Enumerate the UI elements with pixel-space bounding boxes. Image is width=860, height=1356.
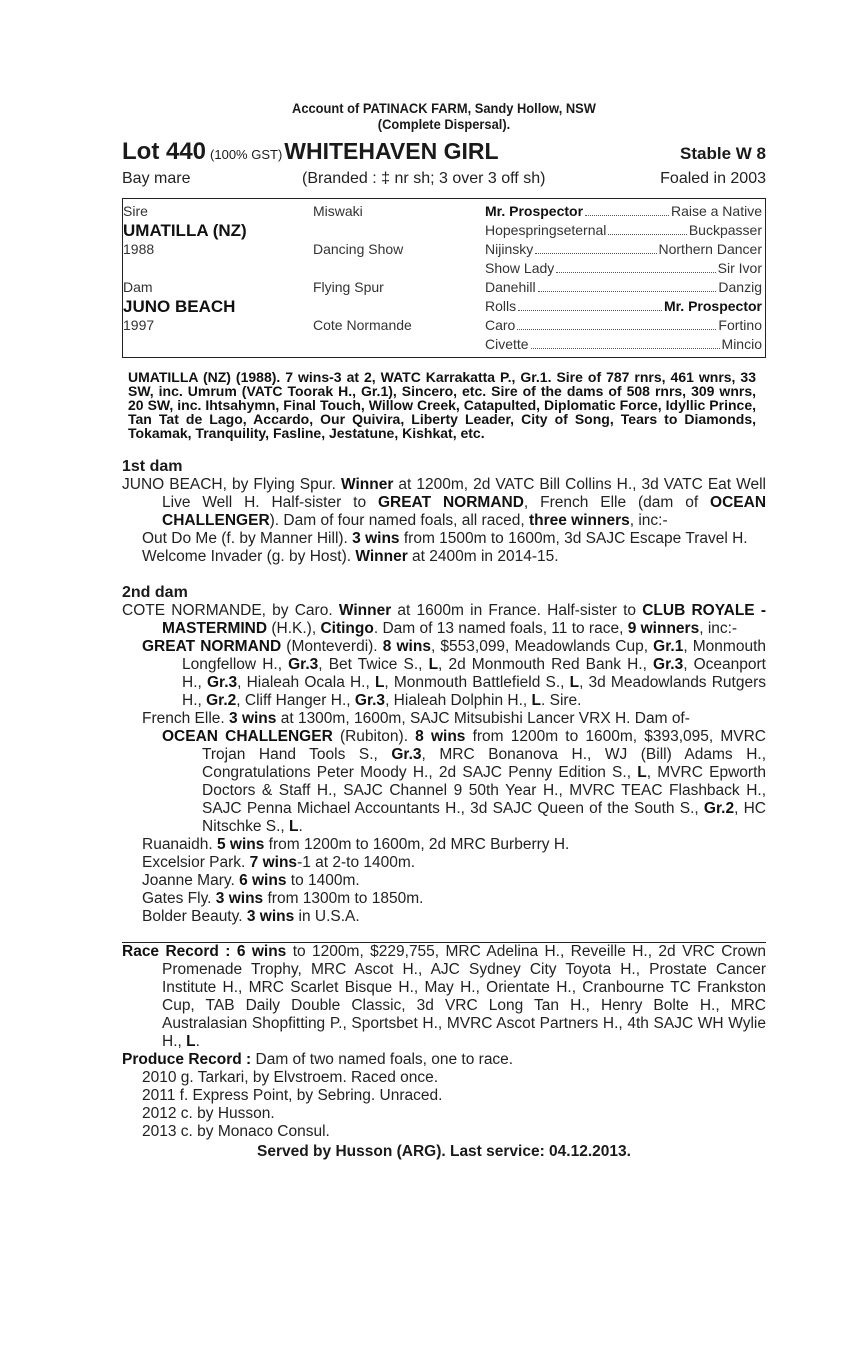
first-dam-title: 1st dam bbox=[122, 458, 183, 475]
ped-col3-name: Caro bbox=[485, 317, 516, 333]
pedigree-row bbox=[123, 202, 762, 221]
produce-foal: 2011 f. Express Point, by Sebring. Unraced. bbox=[142, 1087, 443, 1104]
account-line-2: (Complete Dispersal). bbox=[377, 116, 511, 132]
catalogue-page bbox=[122, 100, 766, 1161]
second-dam-text: COTE NORMANDE, by Caro. Winner at 1600m in France. Half-sister to CLUB ROYALE - MASTERMIND (H.K.), Citingo. Dam of 13 named foals, 11 to race, 9 winners, inc:- bbox=[122, 602, 767, 637]
ped-col3-name: Danehill bbox=[485, 279, 536, 295]
ped-col1: Sire bbox=[123, 203, 148, 219]
second-dam-section bbox=[122, 584, 766, 926]
ped-col3-name: Show Lady bbox=[485, 260, 555, 276]
first-dam-section bbox=[122, 458, 766, 566]
ped-col3-name: Hopespringseternal bbox=[485, 222, 607, 238]
ped-col2 bbox=[313, 297, 485, 316]
gst-note: (100% GST) bbox=[210, 147, 283, 162]
foaled-year: Foaled in 2003 bbox=[660, 170, 766, 187]
ped-col2: Flying Spur bbox=[313, 279, 384, 295]
ped-col3-name: Mr. Prospector bbox=[485, 203, 584, 219]
progeny-entry: Excelsior Park. 7 wins-1 at 2-to 1400m. bbox=[142, 854, 416, 871]
pedigree-row bbox=[123, 316, 762, 335]
produce-foal: 2010 g. Tarkari, by Elvstroem. Raced once. bbox=[142, 1069, 439, 1086]
stable-location: Stable W 8 bbox=[680, 144, 766, 163]
horse-name: WHITEHAVEN GIRL bbox=[284, 138, 499, 164]
ped-col3-sire: Buckpasser bbox=[688, 222, 762, 238]
ped-col3-name: Rolls bbox=[485, 298, 517, 314]
brand-info bbox=[302, 170, 602, 192]
branded-suffix: nr sh; 3 over 3 off sh) bbox=[394, 170, 546, 187]
brand-icon: ‡ bbox=[381, 170, 391, 187]
sire-name: UMATILLA (NZ) bbox=[123, 221, 247, 240]
produce-foal: 2013 c. by Monaco Consul. bbox=[142, 1123, 330, 1140]
produce-record: Produce Record : Dam of two named foals, one to race. bbox=[122, 1051, 514, 1068]
ped-col1 bbox=[123, 259, 313, 278]
produce-foal: 2012 c. by Husson. bbox=[142, 1105, 275, 1122]
ped-col3-sire: Northern Dancer bbox=[658, 241, 762, 257]
ped-col3-sire: Danzig bbox=[718, 279, 762, 295]
ped-col2: Dancing Show bbox=[313, 241, 404, 257]
progeny-entry: Ruanaidh. 5 wins from 1200m to 1600m, 2d MRC Burberry H. bbox=[142, 836, 570, 853]
ped-col2: Cote Normande bbox=[313, 317, 412, 333]
lot-line bbox=[122, 138, 766, 164]
sire-summary: UMATILLA (NZ) (1988). 7 wins-3 at 2, WATC Karrakatta P., Gr.1. Sire of 787 rnrs, 461 wnrs, 33 SW, inc. Umrum (VATC Toorak H., Gr.1), Sincero, etc. Sire of the dams of 508 rnrs, 309 wnrs, 20 SW, inc. Ihtsahymn, Final Touch, Willow Creek, Catapulted, Diplomatic Force, Idyllic Prince, Tan Tat de Lago, Accardo, Our Quivira, Liberty Leader, City of Song, Tears to Diamonds, Tokamak, Tranquility, Fasline, Jestatune, Kishkat, etc. bbox=[128, 369, 756, 441]
ped-col3-sire: Mr. Prospector bbox=[663, 298, 762, 314]
pedigree-table bbox=[122, 198, 766, 358]
pedigree-row bbox=[123, 221, 762, 240]
ped-col2 bbox=[313, 335, 485, 354]
ped-col1: Dam bbox=[123, 279, 153, 295]
ped-col2 bbox=[313, 221, 485, 240]
lot-number: Lot 440 bbox=[122, 138, 207, 165]
progeny-entry: Gates Fly. 3 wins from 1300m to 1850m. bbox=[142, 890, 424, 907]
ped-col1: 1988 bbox=[123, 241, 155, 257]
pedigree-row bbox=[123, 297, 762, 316]
account-line-1: Account of PATINACK FARM, Sandy Hollow, NSW bbox=[292, 100, 596, 116]
ped-col3-sire: Sir Ivor bbox=[717, 260, 762, 276]
ped-col3-sire: Fortino bbox=[718, 317, 762, 333]
progeny-entry: Joanne Mary. 6 wins to 1400m. bbox=[142, 872, 360, 889]
dam-name: JUNO BEACH bbox=[123, 297, 236, 316]
branded-prefix: (Branded : bbox=[302, 170, 377, 187]
grand-progeny-entry: OCEAN CHALLENGER (Rubiton). 8 wins from 1200m to 1600m, $393,095, MVRC Trojan Hand Tools S., Gr.3, MRC Bonanova H., WJ (Bill) Adams H., Congratulations Peter Moody H., 2d SAJC Penny Edition S., L, MVRC Epworth Doctors & Staff H., SAJC Channel 9 50th Year H., MVRC TEAC Flashback H., SAJC Penna Michael Accountants H., 3d SAJC Queen of the South S., Gr.2, HC Nitschke S., L. bbox=[162, 728, 766, 835]
ped-col3-sire: Raise a Native bbox=[670, 203, 762, 219]
progeny-entry: Bolder Beauty. 3 wins in U.S.A. bbox=[142, 908, 360, 925]
ped-col2: Miswaki bbox=[313, 203, 363, 219]
pedigree-row bbox=[123, 259, 762, 278]
pedigree-row bbox=[123, 278, 762, 297]
ped-col1: 1997 bbox=[123, 317, 155, 333]
progeny-entry: Out Do Me (f. by Manner Hill). 3 wins from 1500m to 1600m, 3d SAJC Escape Travel H. bbox=[142, 530, 748, 547]
progeny-entry: French Elle. 3 wins at 1300m, 1600m, SAJC Mitsubishi Lancer VRX H. Dam of- bbox=[142, 710, 690, 727]
sex-colour: Bay mare bbox=[122, 170, 191, 187]
first-dam-text: JUNO BEACH, by Flying Spur. Winner at 1200m, 2d VATC Bill Collins H., 3d VATC Eat Well Live Well H. Half-sister to GREAT NORMAND, French Elle (dam of OCEAN CHALLENGER). Dam of four named foals, all raced, three winners, inc:- bbox=[122, 476, 767, 529]
ped-col2 bbox=[313, 259, 485, 278]
served-by: Served by Husson (ARG). Last service: 04.12.2013. bbox=[257, 1143, 631, 1160]
second-dam-title: 2nd dam bbox=[122, 584, 188, 601]
race-record: Race Record : 6 wins to 1200m, $229,755, MRC Adelina H., Reveille H., 2d VRC Crown Promenade Trophy, MRC Ascot H., AJC Sydney City Toyota H., Prostate Cancer Institute H., MRC Scarlet Bisque H., May H., Orientate H., Cranbourne TC Frankston Cup, TAB Daily Double Classic, 3d VRC Long Tan H., Henry Bolte H., MRC Australasian Shopfitting P., Sportsbet H., MVRC Ascot Partners H., 4th SAJC WH Wylie H., L. bbox=[122, 943, 766, 1050]
ped-col3-name: Nijinsky bbox=[485, 241, 534, 257]
info-line bbox=[122, 170, 766, 192]
ped-col3-name: Civette bbox=[485, 336, 529, 352]
ped-col3-sire: Mincio bbox=[721, 336, 762, 352]
progeny-entry: Welcome Invader (g. by Host). Winner at 2400m in 2014-15. bbox=[142, 548, 559, 565]
ped-col1 bbox=[123, 335, 313, 354]
pedigree-row bbox=[123, 240, 762, 259]
progeny-entry: GREAT NORMAND (Monteverdi). 8 wins, $553,099, Meadowlands Cup, Gr.1, Monmouth Longfellow H., Gr.3, Bet Twice S., L, 2d Monmouth Red Bank H., Gr.3, Oceanport H., Gr.3, Hialeah Ocala H., L, Monmouth Battlefield S., L, 3d Meadowlands Rutgers H., Gr.2, Cliff Hanger H., Gr.3, Hialeah Dolphin H., L. Sire. bbox=[142, 638, 766, 709]
pedigree-row bbox=[123, 335, 762, 354]
